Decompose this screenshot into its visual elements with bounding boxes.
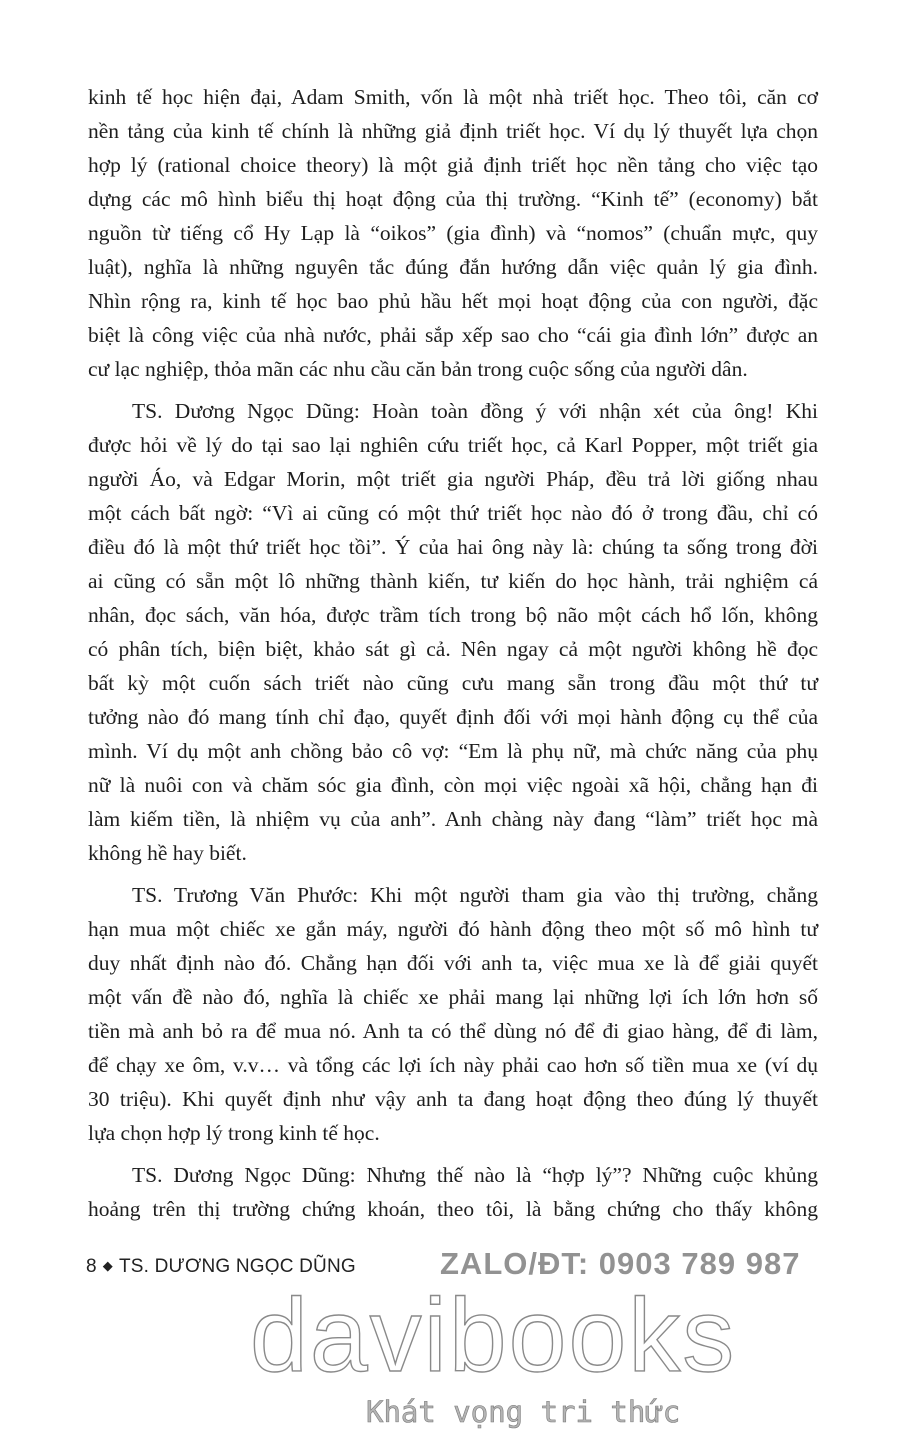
diamond-icon: ◆ (102, 1258, 113, 1273)
text-line: người Áo, và Edgar Morin, một triết gia người Pháp, đều trả lời giống nhau (88, 467, 818, 491)
text-line: một vấn đề nào đó, nghĩa là chiếc xe phải mang lại những lợi ích lớn hơn số (88, 985, 818, 1009)
page-number: 8 (86, 1256, 97, 1277)
text-line: tưởng nào đó mang tính chỉ đạo, quyết định đối với mọi hành động cụ thể của (88, 705, 818, 729)
page-body (88, 80, 818, 1234)
paragraph (88, 1158, 818, 1226)
running-author: TS. DƯƠNG NGỌC DŨNG (118, 1256, 356, 1277)
text-line: ai cũng có sẵn một lô những thành kiến, tư kiến do học hành, trải nghiệm cá (88, 569, 818, 593)
text-line: nhân, đọc sách, văn hóa, được trầm tích trong bộ não một cách hổ lốn, không (88, 603, 818, 627)
text-line: biệt là công việc của nhà nước, phải sắp xếp sao cho “cái gia đình lớn” được an (88, 323, 818, 347)
paragraph (88, 80, 818, 386)
text-line: lựa chọn hợp lý trong kinh tế học. (88, 1121, 380, 1145)
text-line: luật), nghĩa là những nguyên tắc đúng đắn hướng dẫn việc quản lý gia đình. (88, 255, 818, 279)
text-line: có phân tích, biện biệt, khảo sát gì cả. Nên ngay cả một người không hề đọc (88, 637, 818, 661)
text-line: hạn mua một chiếc xe gắn máy, người đó hành động theo một số mô hình tư (88, 917, 818, 941)
text-line: một cách bất ngờ: “Vì ai cũng có một thứ triết học nào đó ở trong đầu, chỉ có (88, 501, 818, 525)
text-line: kinh tế học hiện đại, Adam Smith, vốn là một nhà triết học. Theo tôi, căn cơ (88, 85, 818, 109)
watermark-brand: davibooks (250, 1278, 737, 1394)
text-line: điều đó là một thứ triết học tồi”. Ý của hai ông này là: chúng ta sống trong đời (88, 535, 818, 559)
text-line: để chạy xe ôm, v.v… và tổng các lợi ích này phải cao hơn số tiền mua xe (ví dụ (88, 1053, 818, 1077)
text-line: duy nhất định nào đó. Chẳng hạn đối với anh ta, việc mua xe là để giải quyết (88, 951, 818, 975)
text-line: tiền mà anh bỏ ra để mua nó. Anh ta có thể dùng nó để đi giao hàng, để đi làm, (88, 1019, 818, 1043)
text-line: TS. Dương Ngọc Dũng: Nhưng thế nào là “hợp lý”? Những cuộc khủng (132, 1163, 818, 1187)
page-footer (86, 1254, 356, 1279)
text-line: dựng các mô hình biểu thị hoạt động của thị trường. “Kinh tế” (economy) bắt (88, 187, 818, 211)
text-line: không hề hay biết. (88, 841, 247, 865)
text-line: nền tảng của kinh tế chính là những giả định triết học. Ví dụ lý thuyết lựa chọn (88, 119, 818, 143)
watermark-slogan: Khát vọng tri thức (366, 1395, 681, 1429)
watermark-contact: ZALO/ĐT: 0903 789 987 (440, 1246, 801, 1281)
text-line: bất kỳ một cuốn sách triết nào cũng cưu mang sẵn trong đầu một thứ tư (88, 671, 818, 695)
text-line: hợp lý (rational choice theory) là một giả định triết học nền tảng cho việc tạo (88, 153, 818, 177)
text-line: nữ là nuôi con và chăm sóc gia đình, còn mọi việc ngoài xã hội, chẳng hạn đi (88, 773, 818, 797)
text-line: TS. Dương Ngọc Dũng: Hoàn toàn đồng ý với nhận xét của ông! Khi (132, 399, 818, 423)
text-line: 30 triệu). Khi quyết định như vậy anh ta đang hoạt động theo đúng lý thuyết (88, 1087, 818, 1111)
text-line: làm kiếm tiền, là nhiệm vụ của anh”. Anh chàng này đang “làm” triết học mà (88, 807, 818, 831)
text-line: cư lạc nghiệp, thỏa mãn các nhu cầu căn bản trong cuộc sống của người dân. (88, 357, 748, 381)
text-line: mình. Ví dụ một anh chồng bảo cô vợ: “Em là phụ nữ, mà chức năng của phụ (88, 739, 818, 763)
paragraph (88, 394, 818, 870)
text-line: TS. Trương Văn Phước: Khi một người tham gia vào thị trường, chẳng (132, 883, 818, 907)
text-line: nguồn từ tiếng cổ Hy Lạp là “oikos” (gia đình) và “nomos” (chuẩn mực, quy (88, 221, 818, 245)
paragraph (88, 878, 818, 1150)
text-line: Nhìn rộng ra, kinh tế học bao phủ hầu hết mọi hoạt động của con người, đặc (88, 289, 818, 313)
text-line: được hỏi về lý do tại sao lại nghiên cứu triết học, cả Karl Popper, một triết gia (88, 433, 818, 457)
text-line: hoảng trên thị trường chứng khoán, theo tôi, là bằng chứng cho thấy không (88, 1197, 818, 1221)
